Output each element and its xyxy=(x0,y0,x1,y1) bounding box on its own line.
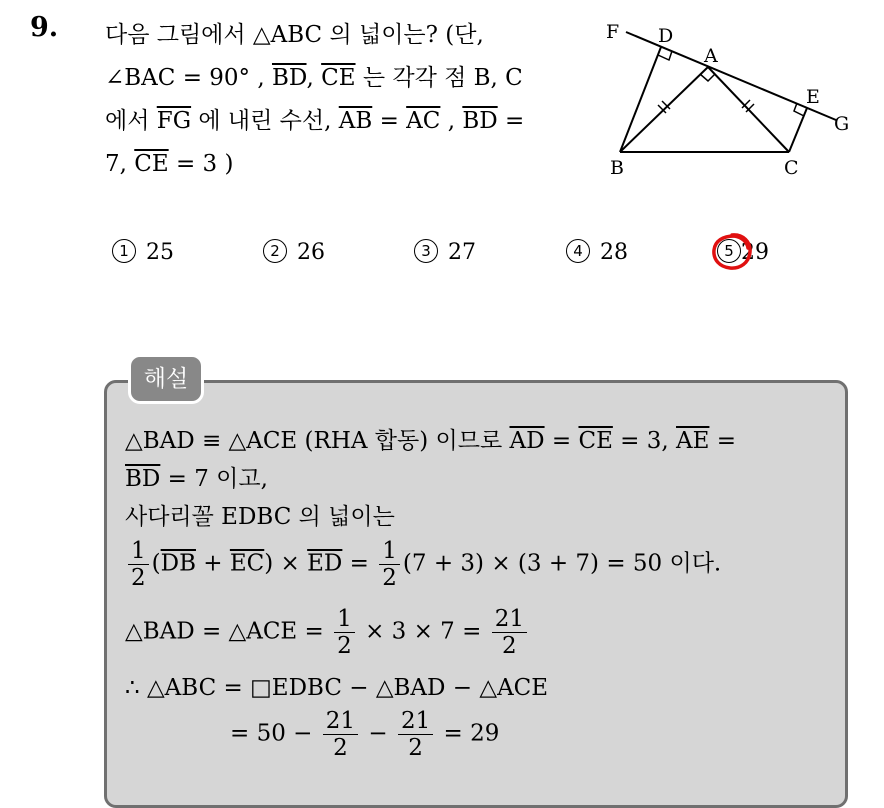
denominator: 2 xyxy=(131,565,146,591)
line-ab xyxy=(620,67,708,152)
line-ce xyxy=(789,108,807,152)
choice-value: 29 xyxy=(741,240,769,265)
segment-bd: $\overline{BD}$ xyxy=(125,466,161,492)
denominator: 2 xyxy=(382,565,397,591)
label-e: E xyxy=(806,86,820,108)
text: 7, xyxy=(105,151,135,177)
choice-number: 5 xyxy=(717,239,741,263)
question-line-4 xyxy=(105,143,585,186)
segment-ac: $\overline{AC}$ xyxy=(406,108,441,134)
solution-line-6: ∴ △ABC = □EDBC − △BAD − △ACE xyxy=(125,675,549,701)
line-bd xyxy=(620,47,661,152)
numerator: 1 xyxy=(379,538,400,565)
denominator: 2 xyxy=(337,633,352,659)
segment-bd: $\overline{BD}$ xyxy=(462,108,498,134)
text: = 29 xyxy=(436,720,500,747)
choice-number: 3 xyxy=(414,239,438,263)
fraction xyxy=(492,606,527,659)
text: + xyxy=(195,550,230,577)
segment-ed: $\overline{ED}$ xyxy=(307,550,343,577)
solution-line-4 xyxy=(125,538,721,591)
segment-ad: $\overline{AD}$ xyxy=(509,428,545,454)
text: = 50 − xyxy=(230,720,320,747)
segment-fg: $\overline{FG}$ xyxy=(156,108,192,134)
text: = 3, xyxy=(612,428,677,454)
choice-1[interactable] xyxy=(112,240,174,265)
denominator: 2 xyxy=(408,735,423,761)
segment-ce: $\overline{CE}$ xyxy=(321,65,356,91)
denominator: 2 xyxy=(333,735,348,761)
question-line-2 xyxy=(105,57,585,100)
fraction xyxy=(334,606,355,659)
text: = xyxy=(709,428,737,454)
text: × 3 × 7 = xyxy=(357,618,489,645)
segment-ec: $\overline{EC}$ xyxy=(229,550,265,577)
choice-value: 26 xyxy=(297,240,325,265)
text: = xyxy=(342,550,377,577)
text: △BAD = △ACE = xyxy=(125,618,332,645)
fraction xyxy=(323,708,358,761)
answer-choices xyxy=(112,240,812,280)
choice-value: 27 xyxy=(448,240,476,265)
choice-value: 28 xyxy=(600,240,628,265)
label-a: A xyxy=(704,45,718,67)
text: = xyxy=(544,428,579,454)
label-b: B xyxy=(610,157,624,179)
text: 에서 xyxy=(105,108,157,134)
segment-ce: $\overline{CE}$ xyxy=(134,151,169,177)
fraction xyxy=(379,538,400,591)
text: = xyxy=(497,108,525,134)
text: , xyxy=(306,65,322,91)
label-c: C xyxy=(784,157,799,179)
right-angle-d xyxy=(658,51,672,60)
question-number: 9. xyxy=(30,12,59,43)
solution-line-2 xyxy=(125,460,268,493)
numerator: 21 xyxy=(492,606,527,633)
text: ( xyxy=(151,550,161,577)
fraction xyxy=(398,708,433,761)
segment-ae: $\overline{AE}$ xyxy=(676,428,710,454)
denominator: 2 xyxy=(502,633,517,659)
text: 에 내린 수선, xyxy=(191,108,339,134)
question-line-3 xyxy=(105,100,585,143)
text: , xyxy=(440,108,463,134)
solution-line-7 xyxy=(230,708,499,761)
label-g: G xyxy=(834,113,850,135)
fraction xyxy=(128,538,149,591)
text: − xyxy=(361,720,395,747)
solution-line-3: 사다리꼴 EDBC 의 넓이는 xyxy=(125,504,395,530)
text: = 3 ) xyxy=(168,151,234,177)
choice-4[interactable] xyxy=(566,240,628,265)
label-f: F xyxy=(606,21,620,43)
segment-bd: $\overline{BD}$ xyxy=(271,65,307,91)
text: = 7 이고, xyxy=(160,466,268,492)
geometry-figure xyxy=(596,10,876,185)
solution-line-5 xyxy=(125,606,530,659)
text: 는 각각 점 B, C xyxy=(355,65,523,91)
label-d: D xyxy=(658,25,674,47)
choice-5[interactable] xyxy=(717,240,769,265)
choice-number: 4 xyxy=(566,239,590,263)
choice-number: 1 xyxy=(112,239,136,263)
choice-2[interactable] xyxy=(263,240,325,265)
numerator: 21 xyxy=(323,708,358,735)
segment-ce: $\overline{CE}$ xyxy=(578,428,613,454)
choice-number: 2 xyxy=(263,239,287,263)
text: △BAD ≡ △ACE (RHA 합동) 이므로 xyxy=(125,428,510,454)
segment-db: $\overline{DB}$ xyxy=(160,550,196,577)
segment-ab: $\overline{AB}$ xyxy=(338,108,373,134)
numerator: 1 xyxy=(128,538,149,565)
numerator: 21 xyxy=(398,708,433,735)
text: ∠BAC = 90° , xyxy=(105,65,272,91)
solution-tag: 해설 xyxy=(128,354,204,404)
numerator: 1 xyxy=(334,606,355,633)
choice-value: 25 xyxy=(146,240,174,265)
question-text xyxy=(105,14,585,186)
text: = xyxy=(372,108,407,134)
solution-line-1 xyxy=(125,422,736,455)
right-angle-a xyxy=(700,74,715,81)
text: (7 + 3) × (3 + 7) = 50 이다. xyxy=(402,550,722,577)
text: ) × xyxy=(264,550,308,577)
choice-3[interactable] xyxy=(414,240,476,265)
question-line-1: 다음 그림에서 △ABC 의 넓이는? (단, xyxy=(105,22,484,48)
